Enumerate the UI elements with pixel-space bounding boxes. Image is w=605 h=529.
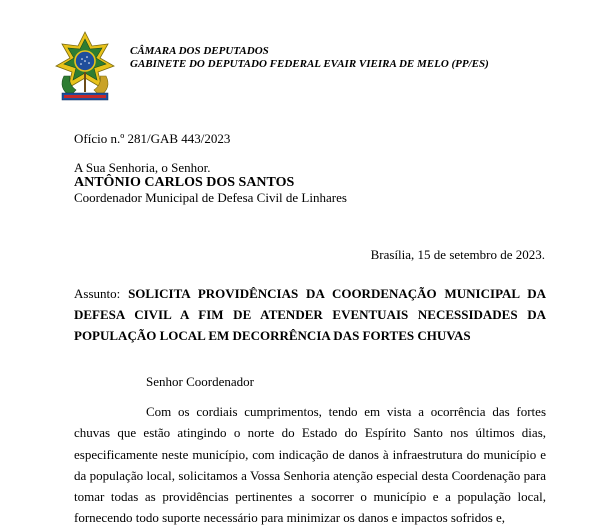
subject-text: SOLICITA PROVIDÊNCIAS DA COORDENAÇÃO MUNICIPAL DA DEFESA CIVIL A FIM DE ATENDER EVENTUAIS NECESSIDADES DA POPULAÇÃO LOCAL EM DECORRÊNCIA DAS FORTES CHUVAS xyxy=(74,286,546,343)
body-text xyxy=(74,401,546,529)
subject-block xyxy=(74,283,546,346)
document-reference: Ofício n.º 281/GAB 443/2023 xyxy=(74,131,231,146)
addressee-block xyxy=(74,160,347,205)
addressee-name: ANTÔNIO CARLOS DOS SANTOS xyxy=(74,175,295,190)
coat-of-arms-icon xyxy=(52,30,118,104)
subject-label: Assunto: xyxy=(74,286,129,301)
dateline: Brasília, 15 de setembro de 2023. xyxy=(370,247,545,262)
salutation: Senhor Coordenador xyxy=(146,374,254,389)
addressee-role: Coordenador Municipal de Defesa Civil de Linhares xyxy=(74,190,347,205)
body-paragraph: Com os cordiais cumprimentos, tendo em vista a ocorrência das fortes chuvas que estão atingindo o norte do Estado do Espírito Santo nos últimos dias, especificamente neste município, com indicação de danos à infraestrutura do município e da população local, solicitamos a Vossa Senhoria atenção especial desta Coordenação para tomar todas as providências pertinentes a socorrer o município e a população local, fornecendo todo suporte necessário para minimizar os danos e impactos sofridos e, xyxy=(74,404,546,526)
institution-name: CÂMARA DOS DEPUTADOS xyxy=(130,45,269,57)
office-name: GABINETE DO DEPUTADO FEDERAL EVAIR VIEIRA DE MELO (PP/ES) xyxy=(130,58,489,70)
letterhead xyxy=(130,45,489,71)
addressee-greeting: A Sua Senhoria, o Senhor. xyxy=(74,160,211,175)
